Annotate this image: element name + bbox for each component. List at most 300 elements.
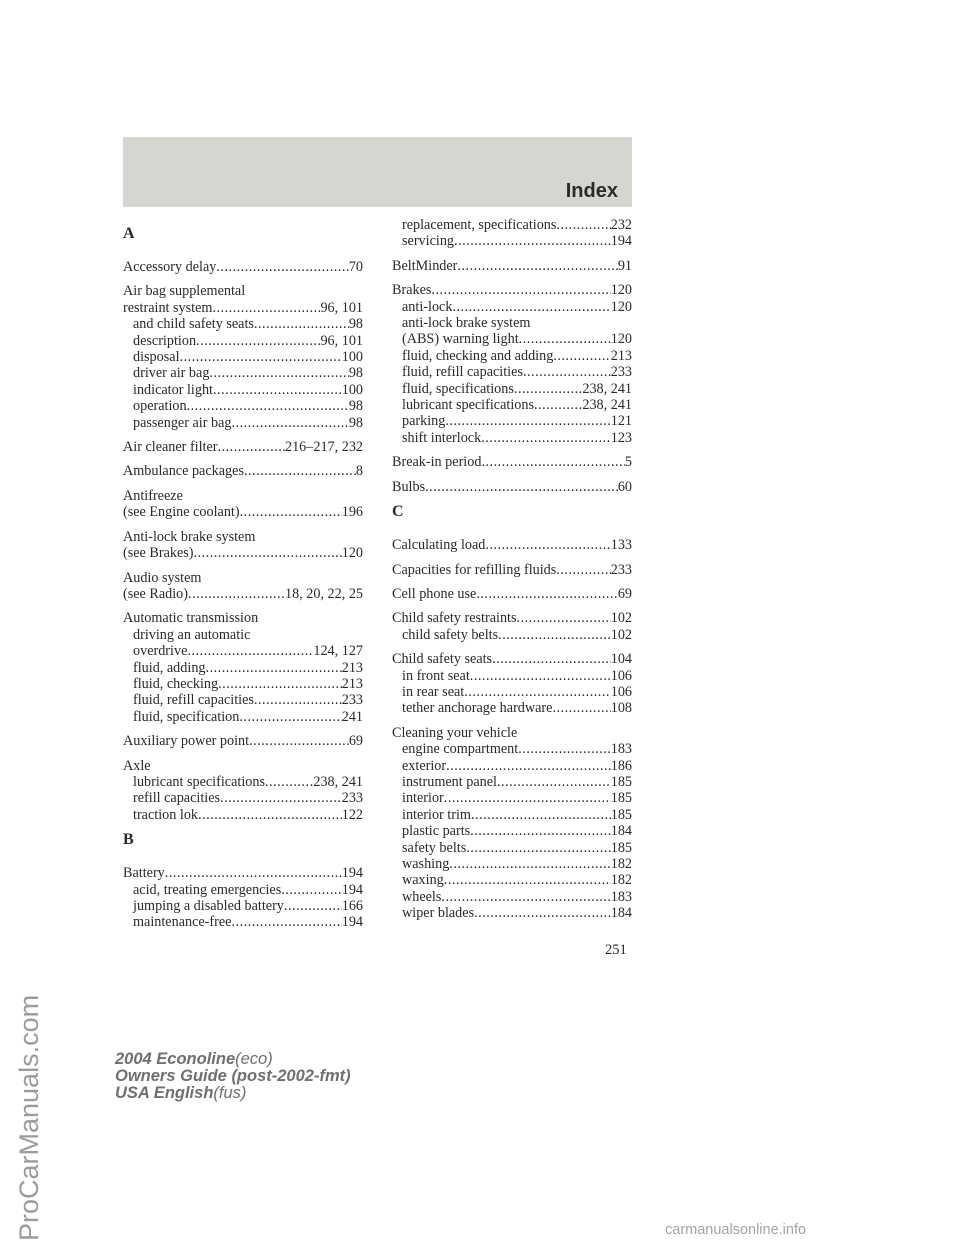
dot-leader [523, 364, 611, 380]
dot-leader [470, 668, 611, 684]
index-page-ref: 124, 127 [313, 643, 363, 660]
index-term-text: Anti-lock brake system [123, 528, 256, 545]
index-page-ref: 70 [348, 259, 363, 275]
index-term-text: fluid, specification [133, 708, 240, 725]
index-subentry [123, 660, 363, 676]
footer-model-code: (eco) [235, 1050, 273, 1068]
index-term-text: interior trim [402, 806, 471, 823]
index-term-text: wiper blades [402, 905, 475, 922]
index-subentry [123, 790, 363, 806]
index-subentry [392, 823, 632, 839]
dot-leader [194, 545, 342, 561]
index-entry [392, 586, 632, 602]
index-subentry [392, 364, 632, 380]
index-term-text: Air bag supplemental [123, 283, 246, 300]
index-term-text: Calculating load [392, 537, 486, 554]
index-term [392, 537, 632, 553]
index-page-ref: 5 [624, 454, 632, 471]
index-term-text: anti-lock [402, 298, 453, 315]
index-term-text: driving an automatic [133, 626, 251, 643]
dot-leader [254, 316, 349, 332]
index-page-ref: 91 [617, 257, 632, 274]
index-term [123, 865, 363, 881]
index-term-text: Capacities for refilling fluids [392, 561, 557, 578]
index-term [123, 463, 363, 479]
index-term [123, 283, 363, 299]
index-term-text: (see Radio) [123, 585, 189, 602]
document-footer [115, 1051, 351, 1102]
index-page-ref: 96, 101 [320, 332, 363, 349]
index-page-ref: 106 [610, 667, 632, 684]
index-page-ref: 182 [610, 872, 632, 889]
index-entry [123, 283, 363, 431]
index-page-ref: 98 [348, 365, 363, 382]
index-subentry [123, 333, 363, 349]
index-subentry [123, 627, 363, 643]
index-term [123, 570, 363, 586]
index-entry [123, 610, 363, 725]
index-page-ref: 194 [341, 914, 363, 931]
index-entry [392, 651, 632, 717]
dot-leader [481, 454, 624, 470]
index-term-text: maintenance-free [133, 914, 232, 931]
index-term [392, 282, 632, 298]
index-term-text: Bulbs [392, 478, 426, 495]
index-term-text: and child safety seats [133, 316, 254, 333]
index-term [123, 610, 363, 626]
index-term [392, 610, 632, 626]
index-page-ref: 120 [610, 331, 632, 348]
index-entry [392, 282, 632, 446]
index-term [123, 545, 363, 561]
index-term-text: fluid, checking and adding [402, 347, 554, 364]
index-subentry [392, 430, 632, 446]
index-page-ref: 182 [610, 856, 632, 872]
dot-leader [514, 381, 582, 397]
dot-leader [441, 889, 610, 905]
index-entry [123, 758, 363, 824]
index-term-text: instrument panel [402, 773, 497, 790]
index-term-text: anti-lock brake system [402, 315, 531, 332]
index-subentry [392, 840, 632, 856]
dot-leader [552, 700, 610, 716]
index-page-ref: 8 [355, 463, 363, 480]
index-term-text: acid, treating emergencies [133, 881, 282, 898]
index-term [392, 479, 632, 495]
index-term-text: replacement, specifications [402, 217, 557, 233]
index-term-text: Antifreeze [123, 487, 183, 504]
index-subentry [123, 807, 363, 823]
dot-leader [485, 537, 610, 553]
dot-leader [498, 627, 611, 643]
index-term-text: Automatic transmission [123, 610, 259, 627]
index-term [392, 258, 632, 274]
index-subentry [392, 758, 632, 774]
index-term [392, 725, 632, 741]
index-term-text: Auxiliary power point [123, 733, 250, 750]
index-page-ref: 69 [617, 585, 632, 602]
index-entry [123, 529, 363, 562]
index-term [123, 259, 363, 275]
index-subentry [392, 856, 632, 872]
index-term-text: fluid, checking [133, 675, 219, 692]
index-section-letter: A [123, 225, 135, 242]
dot-leader [213, 382, 342, 398]
index-page-ref: 185 [610, 839, 632, 856]
index-subentry [123, 398, 363, 414]
dot-leader [196, 333, 320, 349]
index-entry [123, 865, 363, 931]
page-number: 251 [605, 942, 627, 958]
dot-leader [284, 898, 342, 914]
index-page-ref: 108 [610, 700, 632, 717]
index-term-text: servicing [402, 233, 455, 250]
dot-leader [218, 439, 285, 455]
index-subentry [392, 315, 632, 331]
index-term-text: Brakes [392, 282, 432, 299]
dot-leader [249, 733, 349, 749]
index-subentry [392, 217, 632, 233]
index-page-ref: 120 [610, 282, 632, 299]
index-term-text: wheels [402, 888, 442, 905]
index-subentry [392, 668, 632, 684]
index-term-text: Axle [123, 757, 151, 774]
dot-leader [425, 479, 618, 495]
index-page-ref: 183 [610, 888, 632, 905]
dot-leader [517, 610, 611, 626]
index-page-ref: 60 [617, 478, 632, 495]
index-term-text: indicator light [133, 381, 213, 398]
header-band [123, 137, 632, 207]
dot-leader [556, 562, 610, 578]
dot-leader [244, 463, 356, 479]
index-term-text: description [133, 332, 197, 349]
index-term-text: interior [402, 790, 444, 807]
index-entry [123, 733, 363, 749]
index-subentry [392, 348, 632, 364]
index-term-text: (ABS) warning light [402, 331, 519, 348]
index-subentry [392, 627, 632, 643]
bottom-watermark: carmanualsonline.info [665, 1222, 807, 1238]
index-term-text: refill capacities [133, 790, 221, 807]
index-page-ref: 133 [610, 537, 632, 554]
index-term [123, 586, 363, 602]
dot-leader [497, 774, 611, 790]
footer-guide: Owners Guide (post-2002-fmt) [115, 1067, 351, 1085]
index-term-text: safety belts [402, 839, 467, 856]
index-term-text: fluid, refill capacities [133, 692, 254, 709]
index-term-text: (see Brakes) [123, 545, 194, 562]
dot-leader [165, 865, 342, 881]
index-page-ref: .238, 241 [309, 773, 363, 790]
dot-leader [231, 914, 341, 930]
index-term-text: child safety belts [402, 626, 499, 643]
index-term-text: in rear seat [402, 683, 465, 700]
index-subentry [392, 774, 632, 790]
side-watermark: ProCarManuals.com [14, 994, 44, 1241]
dot-leader [452, 299, 610, 315]
index-page-ref: 98 [348, 316, 363, 333]
dot-leader [209, 365, 348, 381]
index-term [123, 488, 363, 504]
index-page-ref: 183 [610, 741, 632, 758]
index-term-text: fluid, adding [133, 659, 206, 676]
index-term [123, 504, 363, 520]
index-term-text: Battery [123, 865, 165, 882]
index-page-ref: 102 [610, 610, 632, 627]
index-page-ref: 213 [341, 659, 363, 676]
index-page-ref: 213 [341, 675, 363, 692]
dot-leader [240, 504, 342, 520]
index-entry [392, 258, 632, 274]
index-term-text: in front seat [402, 667, 470, 684]
index-subentry [392, 807, 632, 823]
index-page-ref: 98 [348, 414, 363, 431]
index-subentry [123, 415, 363, 431]
index-page-ref: 186 [610, 757, 632, 774]
index-subentry [392, 741, 632, 757]
dot-leader [474, 905, 611, 921]
index-term-text: Child safety restraints [392, 610, 517, 627]
dot-leader [198, 807, 342, 823]
dot-leader [481, 430, 611, 446]
index-term-text: lubricant specifications [402, 397, 534, 414]
dot-leader [444, 790, 611, 806]
index-subentry [392, 872, 632, 888]
index-page-ref: 194 [610, 233, 632, 250]
index-subentry [123, 676, 363, 692]
index-page-ref: 166 [341, 898, 363, 914]
dot-leader [265, 774, 310, 790]
dot-leader [553, 348, 610, 364]
index-term-text: tether anchorage hardware [402, 700, 553, 717]
dot-leader [220, 790, 342, 806]
index-entry [123, 259, 363, 275]
index-entry [392, 562, 632, 578]
dot-leader [218, 676, 342, 692]
index-page-ref: 194 [341, 881, 363, 898]
index-page-ref: 102 [610, 626, 632, 643]
index-term [123, 439, 363, 455]
dot-leader [534, 397, 579, 413]
footer-language-code: (fus) [213, 1084, 247, 1102]
dot-leader [431, 282, 610, 298]
index-term [392, 454, 632, 470]
index-term-text: plastic parts [402, 823, 471, 840]
index-page-ref: 185 [610, 773, 632, 790]
index-term-text: engine compartment [402, 741, 519, 758]
index-entry [392, 217, 632, 250]
dot-leader [188, 586, 285, 602]
index-term-text: BeltMinder [392, 257, 458, 274]
index-subentry [123, 349, 363, 365]
dot-leader [239, 709, 341, 725]
index-section-letter: C [392, 503, 404, 521]
index-page-ref: 104 [610, 651, 632, 668]
footer-model: 2004 Econoline [115, 1050, 236, 1068]
index-page-ref: 241 [341, 708, 363, 725]
index-subentry [392, 790, 632, 806]
index-term-text: Accessory delay [123, 259, 217, 275]
index-entry [123, 439, 363, 455]
index-page-ref: 122 [341, 806, 363, 823]
index-term [123, 529, 363, 545]
index-page-ref: 98 [348, 398, 363, 415]
index-page-ref: 100 [341, 349, 363, 366]
index-subentry [392, 299, 632, 315]
index-term-text: restraint system [123, 299, 213, 316]
dot-leader [212, 300, 320, 316]
index-page-ref: 123 [610, 429, 632, 446]
dot-leader [281, 882, 341, 898]
footer-language: USA English [115, 1084, 214, 1102]
index-term-text: disposal [133, 349, 180, 366]
index-subentry [123, 898, 363, 914]
index-term [392, 562, 632, 578]
index-subentry [392, 905, 632, 921]
index-subentry [123, 914, 363, 930]
index-subentry [123, 643, 363, 659]
index-page-ref: 185 [610, 790, 632, 807]
index-term-text: Audio system [123, 569, 202, 586]
index-page-ref: 216–217, 232 [284, 439, 363, 456]
index-term-text: exterior [402, 757, 447, 774]
index-term-text: (see Engine coolant) [123, 504, 240, 521]
index-term-text: parking [402, 413, 446, 430]
index-subentry [123, 882, 363, 898]
index-subentry [392, 397, 632, 413]
index-page-ref: 106 [610, 683, 632, 700]
index-subentry [123, 692, 363, 708]
index-page-ref: 184 [610, 823, 632, 840]
dot-leader [492, 651, 611, 667]
dot-leader [445, 413, 610, 429]
index-entry [392, 454, 632, 470]
index-term-text: overdrive [133, 643, 188, 660]
dot-leader [556, 217, 610, 233]
index-subentry [392, 331, 632, 347]
index-page-ref: 238, 241 [582, 380, 632, 397]
index-entry [392, 725, 632, 922]
dot-leader [231, 415, 348, 431]
index-term-text: jumping a disabled battery [133, 898, 284, 914]
index-term-text: fluid, refill capacities [402, 364, 523, 381]
dot-leader [470, 823, 611, 839]
index-page-ref: 100 [341, 381, 363, 398]
index-subentry [392, 889, 632, 905]
index-subentry [392, 684, 632, 700]
index-page-ref: 194 [341, 865, 363, 882]
dot-leader [464, 684, 610, 700]
index-entry [123, 463, 363, 479]
index-entry [123, 570, 363, 603]
index-page-ref: .238, 241 [578, 397, 632, 414]
dot-leader [457, 258, 617, 274]
index-term-text: washing [402, 856, 450, 872]
dot-leader [518, 741, 611, 757]
dot-leader [471, 807, 611, 823]
dot-leader [180, 349, 342, 365]
index-page-ref: 121 [610, 413, 632, 430]
index-page-ref: 120 [341, 545, 363, 562]
index-entry [123, 488, 363, 521]
index-page-ref: 233 [341, 692, 363, 709]
index-entry [392, 537, 632, 553]
index-term-text: traction lok [133, 806, 199, 823]
index-term [392, 586, 632, 602]
dot-leader [454, 233, 611, 249]
dot-leader [206, 660, 342, 676]
index-subentry [392, 381, 632, 397]
index-term [123, 758, 363, 774]
index-term-text: operation [133, 398, 187, 415]
index-page-ref: 185 [610, 806, 632, 823]
index-page-ref: 184 [610, 905, 632, 922]
index-term-text: Air cleaner filter [123, 439, 218, 456]
dot-leader [476, 586, 617, 602]
index-subentry [392, 233, 632, 249]
dot-leader [254, 692, 342, 708]
index-term-text: Ambulance packages [123, 463, 244, 480]
index-subentry [123, 709, 363, 725]
index-term-text: Break-in period [392, 454, 482, 471]
index-term-text: waxing [402, 872, 444, 889]
index-term [123, 300, 363, 316]
index-term-text: passenger air bag [133, 414, 232, 431]
index-page-ref: 233 [610, 561, 632, 578]
index-term-text: shift interlock [402, 429, 482, 446]
index-column-right [392, 217, 632, 930]
index-page-ref: 233 [341, 790, 363, 807]
index-subentry [392, 413, 632, 429]
index-page-ref: 96, 101 [320, 299, 363, 316]
dot-leader [187, 643, 313, 659]
index-section-letter: B [123, 831, 134, 849]
index-page-ref: 213 [610, 347, 632, 364]
index-subentry [123, 365, 363, 381]
index-column-left [123, 217, 363, 939]
index-page-ref: 196 [341, 504, 363, 521]
page-title: Index [565, 180, 618, 202]
index-term-text: Cell phone use [392, 585, 477, 602]
index-page-ref: 232 [610, 217, 632, 233]
index-page-ref: 120 [610, 298, 632, 315]
index-term-text: lubricant specifications [133, 773, 265, 790]
index-page-ref: 69 [348, 733, 363, 750]
dot-leader [216, 259, 348, 275]
index-term [392, 651, 632, 667]
dot-leader [519, 331, 611, 347]
index-subentry [123, 316, 363, 332]
index-entry [392, 610, 632, 643]
index-subentry [123, 382, 363, 398]
index-subentry [392, 700, 632, 716]
dot-leader [187, 398, 349, 414]
index-page-ref: 233 [610, 364, 632, 381]
index-entry [392, 479, 632, 495]
index-term-text: driver air bag [133, 365, 210, 382]
index-term-text: fluid, specifications [402, 380, 514, 397]
index-term-text: Child safety seats [392, 651, 493, 668]
index-term-text: Cleaning your vehicle [392, 724, 518, 741]
dot-leader [466, 840, 611, 856]
dot-leader [449, 856, 610, 872]
index-term [123, 733, 363, 749]
dot-leader [444, 872, 611, 888]
index-page-ref: 18, 20, 22, 25 [284, 585, 363, 602]
index-subentry [123, 774, 363, 790]
dot-leader [446, 758, 611, 774]
